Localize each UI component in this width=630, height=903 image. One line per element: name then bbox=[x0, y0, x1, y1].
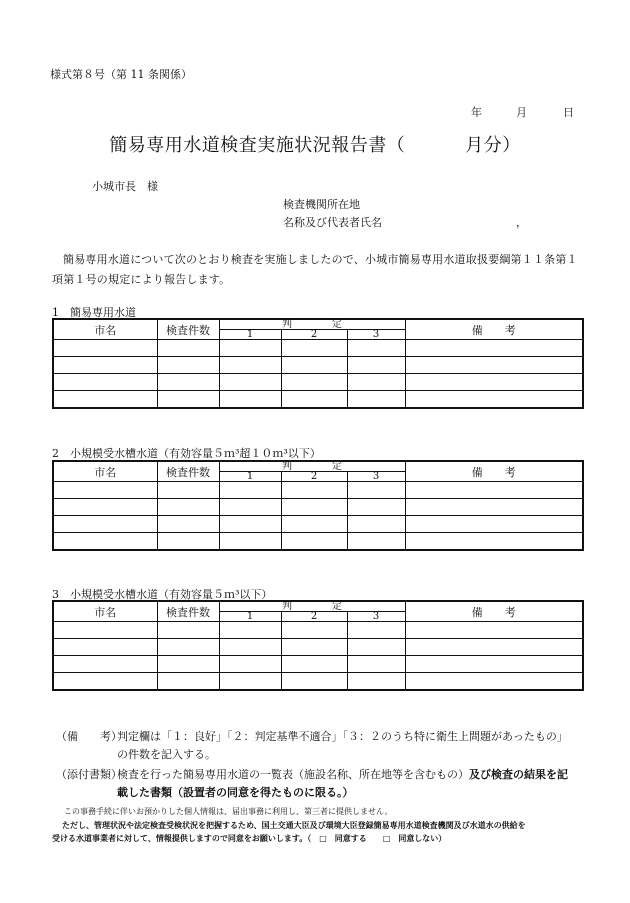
table-row bbox=[53, 340, 583, 357]
section-title: 3 小規模受水槽水道（有効容量５ｍ³以下） bbox=[52, 588, 273, 601]
privacy-line-1: この事務手続に伴いお預かりした個人情報は、届出事務に利用し、第三者に提供しません。 bbox=[64, 807, 393, 816]
cell[interactable] bbox=[405, 374, 583, 391]
table-row bbox=[53, 673, 583, 691]
remarks-text-2: の件数を記入する。 bbox=[117, 748, 216, 761]
report-table-3 bbox=[52, 600, 584, 691]
header-judgment-2: 2 bbox=[281, 472, 347, 482]
cell[interactable] bbox=[281, 482, 347, 499]
cell[interactable] bbox=[53, 622, 157, 639]
attachment-text-1-normal: 検査を行った簡易専用水道の一覧表（施設名称、所在地等を含むもの） bbox=[117, 768, 469, 781]
form-number: 様式第８号（第 11 条関係） bbox=[50, 68, 192, 81]
cell[interactable] bbox=[157, 374, 219, 391]
cell[interactable] bbox=[405, 639, 583, 656]
cell[interactable] bbox=[53, 499, 157, 516]
intro-text: 簡易専用水道について次のとおり検査を実施しましたので、小城市簡易専用水道取扱要綱第１１条第１項第１号の規定により報告します。 bbox=[52, 253, 578, 286]
cell[interactable] bbox=[281, 622, 347, 639]
table-row bbox=[53, 357, 583, 374]
cell[interactable] bbox=[53, 374, 157, 391]
cell[interactable] bbox=[405, 357, 583, 374]
cell[interactable] bbox=[347, 357, 405, 374]
header-city: 市名 bbox=[53, 601, 157, 622]
header-judgment-2: 2 bbox=[281, 330, 347, 340]
cell[interactable] bbox=[347, 673, 405, 691]
cell[interactable] bbox=[219, 516, 281, 533]
cell[interactable] bbox=[347, 656, 405, 673]
cell[interactable] bbox=[405, 533, 583, 551]
date-month-label: 月 bbox=[516, 106, 527, 119]
header-remarks: 備 考 bbox=[405, 319, 583, 340]
cell[interactable] bbox=[157, 357, 219, 374]
cell[interactable] bbox=[157, 482, 219, 499]
cell[interactable] bbox=[281, 499, 347, 516]
cell[interactable] bbox=[405, 482, 583, 499]
cell[interactable] bbox=[219, 391, 281, 409]
table-row bbox=[53, 533, 583, 551]
cell[interactable] bbox=[347, 622, 405, 639]
table-row bbox=[53, 391, 583, 409]
cell[interactable] bbox=[281, 516, 347, 533]
cell[interactable] bbox=[347, 374, 405, 391]
addressee: 小城市長 様 bbox=[92, 180, 158, 193]
cell[interactable] bbox=[281, 374, 347, 391]
page-title bbox=[0, 131, 630, 157]
cell[interactable] bbox=[405, 622, 583, 639]
date-year-label: 年 bbox=[471, 106, 482, 119]
cell[interactable] bbox=[281, 533, 347, 551]
header-count: 検査件数 bbox=[157, 319, 219, 340]
table-row bbox=[53, 639, 583, 656]
header-judgment-3: 3 bbox=[347, 330, 405, 340]
cell[interactable] bbox=[347, 482, 405, 499]
cell[interactable] bbox=[219, 656, 281, 673]
cell[interactable] bbox=[157, 391, 219, 409]
header-count: 検査件数 bbox=[157, 601, 219, 622]
cell[interactable] bbox=[405, 340, 583, 357]
table-row bbox=[53, 516, 583, 533]
cell[interactable] bbox=[405, 656, 583, 673]
cell[interactable] bbox=[53, 482, 157, 499]
cell[interactable] bbox=[405, 516, 583, 533]
cell[interactable] bbox=[53, 391, 157, 409]
cell[interactable] bbox=[405, 673, 583, 691]
cell[interactable] bbox=[347, 533, 405, 551]
attachment-text-1 bbox=[117, 766, 568, 782]
inspector-name-label: 名称及び代表者氏名 bbox=[283, 216, 382, 229]
cell[interactable] bbox=[53, 357, 157, 374]
cell[interactable] bbox=[157, 516, 219, 533]
header-remarks: 備 考 bbox=[405, 461, 583, 482]
privacy-line-2: ただし、管理状況や法定検査受検状況を把握するため、国土交通大臣及び環境大臣登録簡易専用水道検査機関及び水道水の供給を bbox=[62, 820, 526, 830]
cell[interactable] bbox=[53, 656, 157, 673]
cell[interactable] bbox=[53, 533, 157, 551]
header-judgment: 判 定 bbox=[219, 461, 405, 472]
header-city: 市名 bbox=[53, 319, 157, 340]
title-main: 簡易専用水道検査実施状況報告書（ bbox=[109, 135, 406, 156]
remarks-text-1: 判定欄は「１：良好」「２：判定基準不適合」「３：２のうち特に衛生上問題があったもの」 bbox=[117, 730, 568, 743]
report-table-2 bbox=[52, 460, 584, 551]
cell[interactable] bbox=[347, 340, 405, 357]
cell[interactable] bbox=[281, 391, 347, 409]
cell[interactable] bbox=[53, 516, 157, 533]
date-day-label: 日 bbox=[563, 106, 574, 119]
inspector-address-label: 検査機関所在地 bbox=[283, 198, 360, 211]
attachment-text-2: 載した書類（設置者の同意を得たものに限る。） bbox=[117, 786, 354, 799]
cell[interactable] bbox=[219, 673, 281, 691]
remarks-label: （備 考） bbox=[56, 730, 122, 743]
cell[interactable] bbox=[219, 639, 281, 656]
attachment-label: （添付書類） bbox=[56, 768, 122, 781]
cell[interactable] bbox=[157, 499, 219, 516]
header-remarks: 備 考 bbox=[405, 601, 583, 622]
table-row bbox=[53, 622, 583, 639]
cell[interactable] bbox=[157, 622, 219, 639]
cell[interactable] bbox=[281, 673, 347, 691]
cell[interactable] bbox=[281, 357, 347, 374]
header-judgment-3: 3 bbox=[347, 612, 405, 622]
section-title: 2 小規模受水槽水道（有効容量５ｍ³超１０ｍ³以下） bbox=[52, 447, 321, 460]
table-row bbox=[53, 482, 583, 499]
cell[interactable] bbox=[347, 639, 405, 656]
cell[interactable] bbox=[219, 340, 281, 357]
cell[interactable] bbox=[219, 499, 281, 516]
cell[interactable] bbox=[281, 639, 347, 656]
header-count: 検査件数 bbox=[157, 461, 219, 482]
cell[interactable] bbox=[219, 533, 281, 551]
cell[interactable] bbox=[157, 639, 219, 656]
cell[interactable] bbox=[347, 499, 405, 516]
title-suffix: 月分） bbox=[465, 135, 521, 156]
table-row bbox=[53, 499, 583, 516]
cell[interactable] bbox=[347, 391, 405, 409]
cell[interactable] bbox=[219, 374, 281, 391]
cell[interactable] bbox=[53, 639, 157, 656]
table-row bbox=[53, 656, 583, 673]
header-judgment: 判 定 bbox=[219, 319, 405, 330]
header-judgment-2: 2 bbox=[281, 612, 347, 622]
cell[interactable] bbox=[219, 357, 281, 374]
cell[interactable] bbox=[347, 516, 405, 533]
header-judgment-1: 1 bbox=[219, 330, 281, 340]
cell[interactable] bbox=[157, 673, 219, 691]
cell[interactable] bbox=[281, 656, 347, 673]
cell[interactable] bbox=[157, 656, 219, 673]
name-comma: ， bbox=[516, 216, 527, 229]
header-city: 市名 bbox=[53, 461, 157, 482]
privacy-line-3: 受ける水道事業者に対して、情報提供しますので同意をお願いします。（ □ 同意する □ 同意しない） bbox=[52, 833, 447, 843]
header-judgment-1: 1 bbox=[219, 612, 281, 622]
cell[interactable] bbox=[157, 533, 219, 551]
table-row bbox=[53, 374, 583, 391]
report-table-1 bbox=[52, 318, 584, 409]
header-judgment: 判 定 bbox=[219, 601, 405, 612]
header-judgment-1: 1 bbox=[219, 472, 281, 482]
cell[interactable] bbox=[281, 340, 347, 357]
cell[interactable] bbox=[53, 340, 157, 357]
cell[interactable] bbox=[219, 622, 281, 639]
header-judgment-3: 3 bbox=[347, 472, 405, 482]
cell[interactable] bbox=[157, 340, 219, 357]
cell[interactable] bbox=[405, 391, 583, 409]
cell[interactable] bbox=[405, 499, 583, 516]
section-title: 1 簡易専用水道 bbox=[52, 306, 136, 319]
attachment-text-1-bold: 及び検査の結果を記 bbox=[469, 768, 568, 781]
cell[interactable] bbox=[53, 673, 157, 691]
cell[interactable] bbox=[219, 482, 281, 499]
